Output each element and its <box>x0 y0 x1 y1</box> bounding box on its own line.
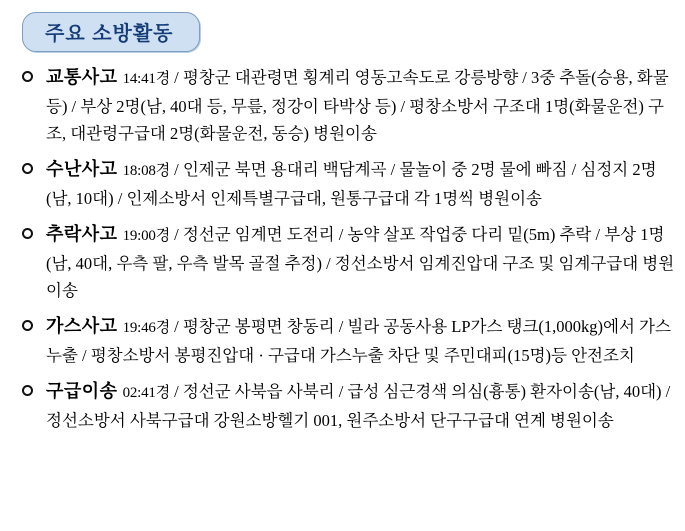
incident-text: / 정선군 임계면 도전리 / 농약 살포 작업중 다리 밑(5m) 추락 / 부상 1명(남, 40대, 우측 팔, 우측 발목 골절 추정) / 정선소방서 임계진압대 구조 및 임계구급대 병원이송 <box>46 225 675 300</box>
incident-text: / 인제군 북면 용대리 백담계곡 / 물놀이 중 2명 물에 빠짐 / 심정지 2명(남, 10대) / 인제소방서 인제특별구급대, 원통구급대 각 1명씩 병원이송 <box>46 160 657 208</box>
incident-line <box>46 313 675 369</box>
incident-time: 19:00경 <box>122 228 171 244</box>
list-item <box>16 64 675 147</box>
incident-label: 교통사고 <box>46 67 118 87</box>
list-item <box>16 378 675 434</box>
incident-line <box>46 378 675 434</box>
incident-line <box>46 221 675 304</box>
incident-label: 구급이송 <box>46 381 118 401</box>
list-item <box>16 313 675 369</box>
incident-text: / 정선군 사북읍 사북리 / 급성 심근경색 의심(흉통) 환자이송(남, 40대) / 정선소방서 사북구급대 강원소방헬기 001, 원주소방서 단구구급대 연계 병원이송 <box>46 382 671 430</box>
bullet-icon <box>22 71 33 82</box>
incident-line <box>46 64 675 147</box>
incident-label: 추락사고 <box>46 224 118 244</box>
incident-label: 가스사고 <box>46 316 118 336</box>
incident-text: / 평창군 대관령면 횡계리 영동고속도로 강릉방향 / 3중 추돌(승용, 화물 등) / 부상 2명(남, 40대 등, 무릎, 정강이 타박상 등) / 평창소방서 구조대 1명(화물운전) 구조, 대관령구급대 2명(화물운전, 동승) 병원이송 <box>46 68 669 143</box>
incident-time: 18:08경 <box>122 163 171 179</box>
bullet-icon <box>22 163 33 174</box>
incident-time: 14:41경 <box>122 71 171 87</box>
bullet-icon <box>22 228 33 239</box>
incident-text: / 평창군 봉평면 창동리 / 빌라 공동사용 LP가스 탱크(1,000kg)에서 가스누출 / 평창소방서 봉평진압대 · 구급대 가스누출 차단 및 주민대피(15명)등 안전조치 <box>46 317 671 365</box>
page-title: 주요 소방활동 <box>45 23 174 45</box>
incident-time: 02:41경 <box>122 385 171 401</box>
header-banner <box>22 12 200 52</box>
list-item <box>16 156 675 212</box>
incident-time: 19:46경 <box>122 320 171 336</box>
bullet-icon <box>22 385 33 396</box>
list-item <box>16 221 675 304</box>
bullet-icon <box>22 320 33 331</box>
incident-list <box>10 64 675 434</box>
incident-line <box>46 156 675 212</box>
incident-label: 수난사고 <box>46 159 118 179</box>
